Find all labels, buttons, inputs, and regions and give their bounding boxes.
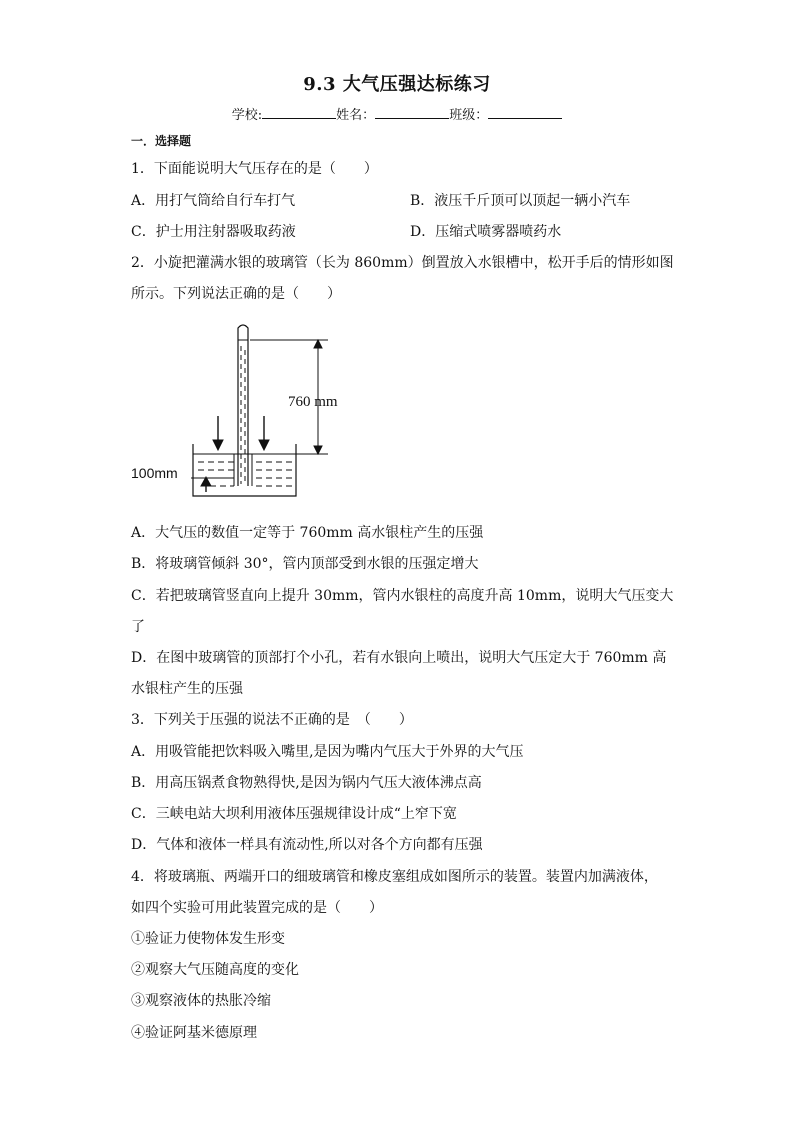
q1-option-b: B．液压千斤顶可以顶起一辆小汽车 [410, 193, 631, 209]
section-heading: 一．选择题 [131, 134, 192, 148]
q2-option-b: B．将玻璃管倾斜 30°，管内顶部受到水银的压强定增大 [131, 556, 479, 572]
q4-item-1: ①验证力使物体发生形变 [131, 931, 285, 947]
tube-mercury-fill [241, 346, 245, 484]
q4-item-2: ②观察大气压随高度的变化 [131, 962, 299, 978]
q4-stem-line2: 如四个实验可用此装置完成的是（ ） [131, 900, 383, 916]
class-label: 班级： [449, 108, 489, 123]
q2-option-c-line1: C．若把玻璃管竖直向上提升 30mm，管内水银柱的高度升高 10mm，说明大气压变大 [131, 588, 674, 604]
q2-stem-line2: 所示。下列说法正确的是（ ） [131, 286, 341, 302]
class-blank [488, 106, 562, 119]
q3-option-c: C．三峡电站大坝利用液体压强规律设计成“上窄下宽 [131, 806, 457, 822]
trough-mercury-fill [198, 462, 293, 486]
q1-stem: 1．下面能说明大气压存在的是（ ） [131, 161, 378, 177]
q1-option-a: A．用打气筒给自行车打气 [131, 193, 296, 209]
q3-option-b: B．用高压锅煮食物熟得快,是因为锅内气压大液体沸点高 [131, 775, 482, 791]
column-height-label: 760 mm [288, 394, 338, 410]
q3-option-d: D．气体和液体一样具有流动性,所以对各个方向都有压强 [131, 837, 483, 853]
q2-option-c-line2: 了 [131, 619, 145, 635]
glass-tube [238, 325, 248, 486]
q3-stem: 3．下列关于压强的说法不正确的是 （ ） [131, 712, 413, 728]
q1-option-d: D．压缩式喷雾器喷药水 [410, 224, 562, 240]
q4-item-3: ③观察液体的热胀冷缩 [131, 993, 271, 1009]
q4-item-4: ④验证阿基米德原理 [131, 1025, 257, 1041]
q4-stem-line1: 4．将玻璃瓶、两端开口的细玻璃管和橡皮塞组成如图所示的装置。装置内加满液体， [131, 869, 658, 885]
barometer-figure [128, 316, 368, 506]
student-info-line [0, 104, 794, 123]
q2-option-d-line1: D．在图中玻璃管的顶部打个小孔，若有水银向上喷出，说明大气压定大于 760mm 高 [131, 650, 667, 666]
depth-label: 100mm [131, 465, 178, 481]
q2-stem-line1: 2．小旋把灌满水银的玻璃管（长为 860mm）倒置放入水银槽中，松开手后的情形如图 [131, 255, 674, 271]
q2-option-d-line2: 水银柱产生的压强 [131, 681, 243, 697]
q3-option-a: A．用吸管能把饮料吸入嘴里,是因为嘴内气压大于外界的大气压 [131, 744, 524, 760]
q2-option-a: A．大气压的数值一定等于 760mm 高水银柱产生的压强 [131, 525, 484, 541]
school-label: 学校: [231, 108, 263, 123]
page-title: 9.3 大气压强达标练习 [303, 74, 491, 95]
name-label: 姓名： [336, 108, 376, 123]
q1-option-c: C．护士用注射器吸取药液 [131, 224, 296, 240]
name-blank [375, 106, 449, 119]
school-blank [262, 106, 336, 119]
